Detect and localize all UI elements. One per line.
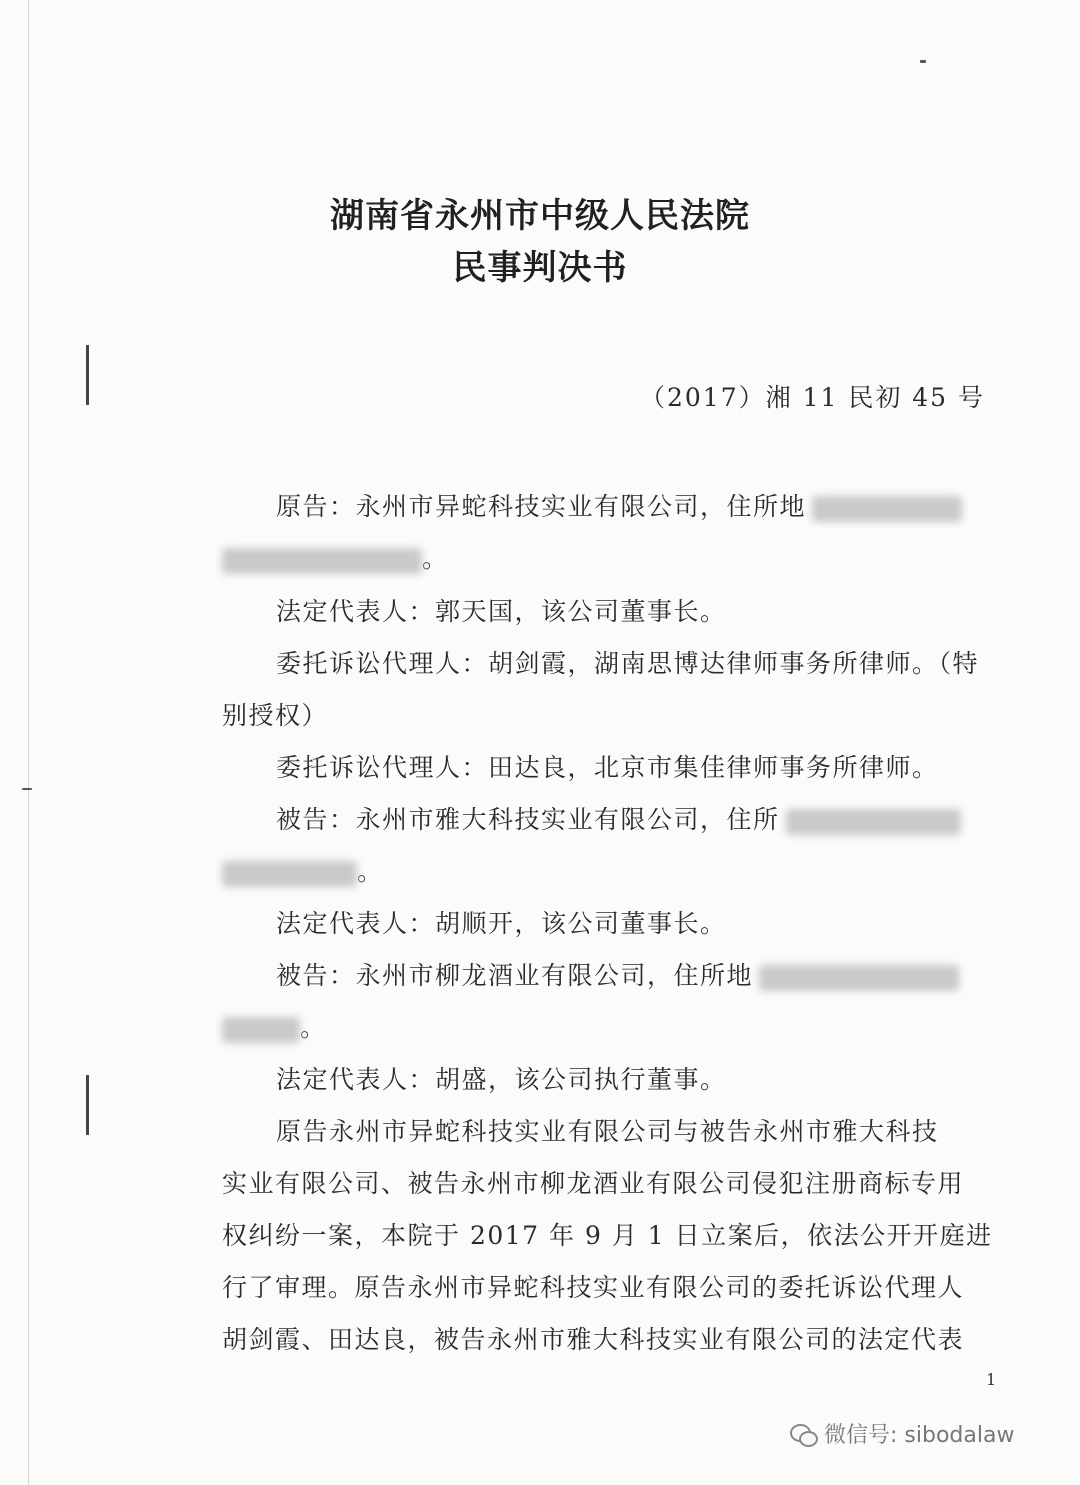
redacted-address [812,496,962,522]
page-number: 1 [986,1370,997,1389]
case-number: （2017）湘 11 民初 45 号 [640,383,986,412]
watermark-text: 微信号: sibodalaw [824,1423,1015,1448]
scan-speck [22,788,32,790]
redacted-address [222,1017,300,1043]
redacted-address [222,548,422,574]
redacted-address [786,809,961,835]
redacted-address [222,861,357,887]
wechat-watermark [790,1418,1014,1449]
text-line: 法定代表人：胡盛，该公司执行董事。 [276,1065,727,1094]
text-line: 被告：永州市柳龙酒业有限公司，住所地 [276,956,959,992]
text-line: 权纠纷一案，本院于 2017 年 9 月 1 日立案后，依法公开开庭进 [222,1221,993,1250]
text-line: 别授权） [222,701,329,730]
wechat-icon [790,1422,818,1446]
text-line: 委托诉讼代理人：田达良，北京市集佳律师事务所律师。 [276,753,939,782]
text-line: 胡剑霞、田达良，被告永州市雅大科技实业有限公司的法定代表 [222,1325,965,1354]
court-title: 湖南省永州市中级人民法院 [330,196,750,236]
text-line: 原告：永州市异蛇科技实业有限公司，住所地 [276,487,962,523]
text-line: 实业有限公司、被告永州市柳龙酒业有限公司侵犯注册商标专用 [222,1169,965,1198]
binding-mark [86,345,89,405]
binding-mark [86,1075,89,1135]
text-line: 被告：永州市雅大科技实业有限公司，住所 [276,800,961,836]
text-line: 法定代表人：胡顺开，该公司董事长。 [276,909,727,938]
scan-speck [920,60,926,63]
text-line: 委托诉讼代理人：胡剑霞，湖南思博达律师事务所律师。（特 [276,649,980,678]
document-title: 民事判决书 [452,248,628,288]
text-line: 法定代表人：郭天国，该公司董事长。 [276,597,727,626]
text-line: 。 [222,852,384,888]
text-line: 。 [222,539,449,575]
text-line: 行了审理。原告永州市异蛇科技实业有限公司的委托诉讼代理人 [222,1273,965,1302]
text-line: 。 [222,1008,327,1044]
redacted-address [759,965,959,991]
text-line: 原告永州市异蛇科技实业有限公司与被告永州市雅大科技 [276,1117,939,1146]
